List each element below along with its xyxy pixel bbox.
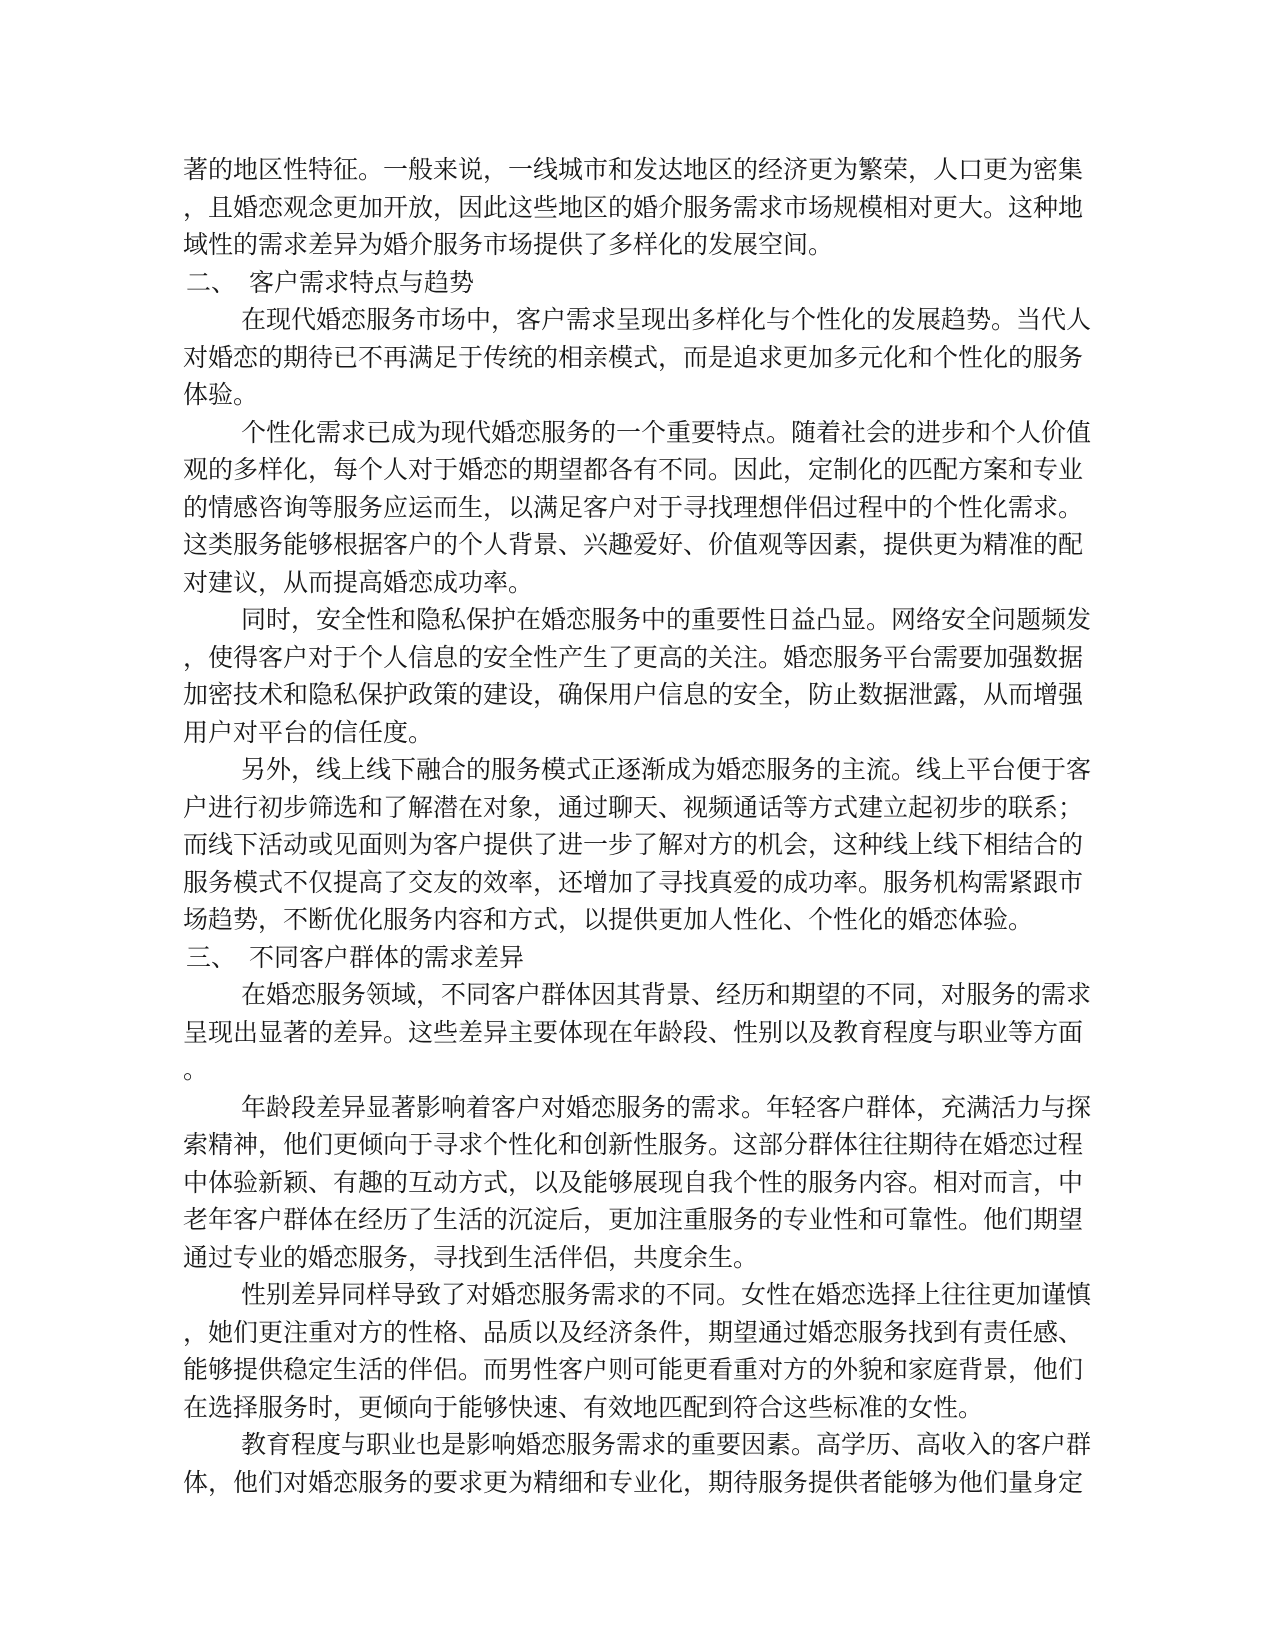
text-line: ，她们更注重对方的性格、品质以及经济条件，期望通过婚恋服务找到有责任感、 [183, 1319, 1084, 1347]
text-line: 场趋势，不断优化服务内容和方式，以提供更加人性化、个性化的婚恋体验。 [183, 907, 1034, 934]
section-title: 客户需求特点与趋势 [249, 269, 475, 297]
text-line: 这类服务能够根据客户的个人背景、兴趣爱好、价值观等因素，提供更为精准的配 [183, 532, 1084, 559]
text-line: 加密技术和隐私保护政策的建设，确保用户信息的安全，防止数据泄露，从而增强 [183, 682, 1084, 709]
text-line: 索精神，他们更倾向于寻求个性化和创新性服务。这部分群体往往期待在婚恋过程 [183, 1132, 1084, 1159]
text-line: 性别差异同样导致了对婚恋服务需求的不同。女性在婚恋选择上往往更加谨慎 [241, 1282, 1092, 1309]
text-line: ，使得客户对于个人信息的安全性产生了更高的关注。婚恋服务平台需要加强数据 [183, 644, 1084, 672]
text-line: 用户对平台的信任度。 [183, 719, 434, 747]
text-line: 在选择服务时，更倾向于能够快速、有效地匹配到符合这些标准的女性。 [183, 1394, 984, 1422]
text-line: 另外，线上线下融合的服务模式正逐渐成为婚恋服务的主流。线上平台便于客 [241, 757, 1092, 784]
text-line: 在婚恋服务领域，不同客户群体因其背景、经历和期望的不同，对服务的需求 [241, 982, 1092, 1009]
text-line: 体验。 [183, 382, 259, 409]
section-title: 不同客户群体的需求差异 [249, 944, 525, 972]
text-line: 服务模式不仅提高了交友的效率，还增加了寻找真爱的成功率。服务机构需紧跟市 [183, 869, 1084, 897]
text-line: 。 [183, 1057, 209, 1084]
text-line: 在现代婚恋服务市场中，客户需求呈现出多样化与个性化的发展趋势。当代人 [241, 307, 1092, 334]
text-line: 能够提供稳定生活的伴侣。而男性客户则可能更看重对方的外貌和家庭背景，他们 [183, 1357, 1084, 1384]
text-line: 著的地区性特征。一般来说，一线城市和发达地区的经济更为繁荣，人口更为密集 [183, 157, 1084, 184]
section-number: 二、 [186, 269, 237, 297]
text-line: 户进行初步筛选和了解潜在对象，通过聊天、视频通话等方式建立起初步的联系； [183, 794, 1084, 822]
text-line: 通过专业的婚恋服务，寻找到生活伴侣，共度余生。 [183, 1244, 759, 1272]
text-line: 的情感咨询等服务应运而生，以满足客户对于寻找理想伴侣过程中的个性化需求。 [183, 494, 1084, 522]
text-line: 域性的需求差异为婚介服务市场提供了多样化的发展空间。 [183, 232, 834, 259]
text-line: 个性化需求已成为现代婚恋服务的一个重要特点。随着社会的进步和个人价值 [241, 419, 1092, 447]
text-line: 同时，安全性和隐私保护在婚恋服务中的重要性日益凸显。网络安全问题频发 [241, 607, 1092, 634]
text-block [183, 152, 1103, 1502]
section-heading [183, 940, 1103, 978]
section-heading [183, 265, 1103, 303]
text-line: 老年客户群体在经历了生活的沉淀后，更加注重服务的专业性和可靠性。他们期望 [183, 1207, 1084, 1234]
text-line: 对婚恋的期待已不再满足于传统的相亲模式，而是追求更加多元化和个性化的服务 [183, 344, 1084, 372]
text-line: 对建议，从而提高婚恋成功率。 [183, 569, 534, 597]
text-line: 中体验新颖、有趣的互动方式，以及能够展现自我个性的服务内容。相对而言，中 [183, 1169, 1084, 1197]
text-line: 而线下活动或见面则为客户提供了进一步了解对方的机会，这种线上线下相结合的 [183, 832, 1084, 859]
text-line: 呈现出显著的差异。这些差异主要体现在年龄段、性别以及教育程度与职业等方面 [183, 1019, 1084, 1047]
text-line: 年龄段差异显著影响着客户对婚恋服务的需求。年轻客户群体，充满活力与探 [241, 1094, 1092, 1122]
section-number: 三、 [186, 944, 237, 972]
text-line: ，且婚恋观念更加开放，因此这些地区的婚介服务需求市场规模相对更大。这种地 [183, 194, 1084, 222]
text-line: 教育程度与职业也是影响婚恋服务需求的重要因素。高学历、高收入的客户群 [241, 1432, 1092, 1459]
text-line: 观的多样化，每个人对于婚恋的期望都各有不同。因此，定制化的匹配方案和专业 [183, 457, 1084, 484]
text-line: 体，他们对婚恋服务的要求更为精细和专业化，期待服务提供者能够为他们量身定 [183, 1469, 1084, 1497]
